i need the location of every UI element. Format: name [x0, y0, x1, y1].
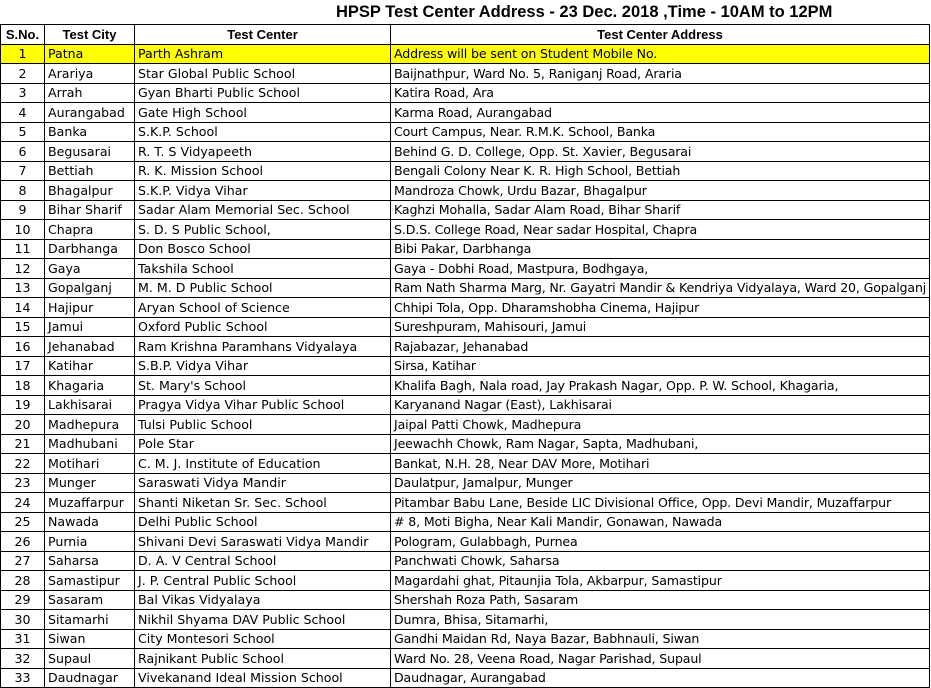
cell-address: Khalifa Bagh, Nala road, Jay Prakash Nagar, Opp. P. W. School, Khagaria,	[391, 376, 930, 396]
table-row	[1, 590, 930, 610]
cell-center: C. M. J. Institute of Education	[135, 454, 391, 474]
cell-center: Tulsi Public School	[135, 415, 391, 435]
cell-sno: 15	[1, 317, 45, 337]
cell-address: Mandroza Chowk, Urdu Bazar, Bhagalpur	[391, 181, 930, 201]
table-row	[1, 64, 930, 84]
cell-address: Sureshpuram, Mahisouri, Jamui	[391, 317, 930, 337]
cell-city: Bhagalpur	[45, 181, 135, 201]
table-row	[1, 337, 930, 357]
table-row	[1, 181, 930, 201]
cell-city: Samastipur	[45, 571, 135, 591]
cell-city: Nawada	[45, 512, 135, 532]
table-row	[1, 454, 930, 474]
cell-center: Rajnikant Public School	[135, 649, 391, 669]
cell-city: Chapra	[45, 220, 135, 240]
cell-sno: 27	[1, 551, 45, 571]
table-row	[1, 512, 930, 532]
cell-address: # 8, Moti Bigha, Near Kali Mandir, Gonawan, Nawada	[391, 512, 930, 532]
cell-address: Gaya - Dobhi Road, Mastpura, Bodhgaya,	[391, 259, 930, 279]
table-row	[1, 298, 930, 318]
cell-sno: 25	[1, 512, 45, 532]
table-row	[1, 610, 930, 630]
cell-center: Star Global Public School	[135, 64, 391, 84]
cell-address: Court Campus, Near. R.M.K. School, Banka	[391, 122, 930, 142]
cell-center: Pole Star	[135, 434, 391, 454]
cell-center: Gyan Bharti Public School	[135, 83, 391, 103]
cell-address: Pologram, Gulabbagh, Purnea	[391, 532, 930, 552]
cell-city: Supaul	[45, 649, 135, 669]
cell-city: Arrah	[45, 83, 135, 103]
cell-city: Sasaram	[45, 590, 135, 610]
table-row	[1, 649, 930, 669]
cell-address: Kaghzi Mohalla, Sadar Alam Road, Bihar Sharif	[391, 200, 930, 220]
table-row	[1, 551, 930, 571]
cell-sno: 4	[1, 103, 45, 123]
cell-city: Begusarai	[45, 142, 135, 162]
cell-sno: 14	[1, 298, 45, 318]
cell-sno: 23	[1, 473, 45, 493]
cell-sno: 13	[1, 278, 45, 298]
cell-address: S.D.S. College Road, Near sadar Hospital, Chapra	[391, 220, 930, 240]
test-center-table	[0, 24, 930, 688]
cell-center: Shanti Niketan Sr. Sec. School	[135, 493, 391, 513]
cell-city: Siwan	[45, 629, 135, 649]
cell-address: Daudnagar, Aurangabad	[391, 668, 930, 688]
cell-sno: 21	[1, 434, 45, 454]
cell-city: Katihar	[45, 356, 135, 376]
cell-center: Parth Ashram	[135, 44, 391, 64]
cell-sno: 2	[1, 64, 45, 84]
table-row	[1, 532, 930, 552]
header-address: Test Center Address	[391, 25, 930, 45]
table-row	[1, 259, 930, 279]
cell-city: Sitamarhi	[45, 610, 135, 630]
cell-address: Karyanand Nagar (East), Lakhisarai	[391, 395, 930, 415]
table-row	[1, 629, 930, 649]
cell-sno: 32	[1, 649, 45, 669]
table-row	[1, 220, 930, 240]
cell-city: Motihari	[45, 454, 135, 474]
cell-sno: 1	[1, 44, 45, 64]
cell-sno: 30	[1, 610, 45, 630]
table-row	[1, 356, 930, 376]
cell-address: Gandhi Maidan Rd, Naya Bazar, Babhnauli, Siwan	[391, 629, 930, 649]
table-row	[1, 473, 930, 493]
cell-city: Lakhisarai	[45, 395, 135, 415]
cell-sno: 17	[1, 356, 45, 376]
cell-city: Banka	[45, 122, 135, 142]
cell-sno: 29	[1, 590, 45, 610]
header-center: Test Center	[135, 25, 391, 45]
cell-city: Darbhanga	[45, 239, 135, 259]
cell-sno: 18	[1, 376, 45, 396]
cell-city: Aurangabad	[45, 103, 135, 123]
cell-center: Vivekanand Ideal Mission School	[135, 668, 391, 688]
cell-sno: 31	[1, 629, 45, 649]
table-row	[1, 278, 930, 298]
cell-city: Madhubani	[45, 434, 135, 454]
table-row	[1, 415, 930, 435]
cell-center: Don Bosco School	[135, 239, 391, 259]
cell-sno: 6	[1, 142, 45, 162]
cell-city: Khagaria	[45, 376, 135, 396]
cell-address: Sirsa, Katihar	[391, 356, 930, 376]
cell-address: Baijnathpur, Ward No. 5, Raniganj Road, Araria	[391, 64, 930, 84]
cell-address: Chhipi Tola, Opp. Dharamshobha Cinema, Hajipur	[391, 298, 930, 318]
cell-address: Jaipal Patti Chowk, Madhepura	[391, 415, 930, 435]
table-row	[1, 434, 930, 454]
cell-center: Saraswati Vidya Mandir	[135, 473, 391, 493]
cell-sno: 7	[1, 161, 45, 181]
cell-center: R. K. Mission School	[135, 161, 391, 181]
document-title: HPSP Test Center Address - 23 Dec. 2018 ,Time - 10AM to 12PM	[336, 3, 833, 21]
cell-address: Rajabazar, Jehanabad	[391, 337, 930, 357]
cell-address: Bankat, N.H. 28, Near DAV More, Motihari	[391, 454, 930, 474]
header-row	[1, 25, 930, 45]
cell-sno: 28	[1, 571, 45, 591]
cell-city: Munger	[45, 473, 135, 493]
cell-sno: 9	[1, 200, 45, 220]
cell-address: Bengali Colony Near K. R. High School, Bettiah	[391, 161, 930, 181]
cell-center: S. D. S Public School,	[135, 220, 391, 240]
cell-sno: 12	[1, 259, 45, 279]
cell-address: Karma Road, Aurangabad	[391, 103, 930, 123]
cell-address: Address will be sent on Student Mobile No.	[391, 44, 930, 64]
cell-sno: 33	[1, 668, 45, 688]
cell-center: Oxford Public School	[135, 317, 391, 337]
header-sno: S.No.	[1, 25, 45, 45]
cell-city: Jehanabad	[45, 337, 135, 357]
cell-center: D. A. V Central School	[135, 551, 391, 571]
header-city: Test City	[45, 25, 135, 45]
cell-center: City Montesori School	[135, 629, 391, 649]
table-row	[1, 103, 930, 123]
table-row	[1, 44, 930, 64]
table-row	[1, 239, 930, 259]
cell-center: M. M. D Public School	[135, 278, 391, 298]
cell-city: Arariya	[45, 64, 135, 84]
cell-sno: 10	[1, 220, 45, 240]
cell-city: Daudnagar	[45, 668, 135, 688]
cell-address: Shershah Roza Path, Sasaram	[391, 590, 930, 610]
cell-address: Daulatpur, Jamalpur, Munger	[391, 473, 930, 493]
cell-center: Nikhil Shyama DAV Public School	[135, 610, 391, 630]
table-row	[1, 317, 930, 337]
cell-city: Purnia	[45, 532, 135, 552]
cell-center: Shivani Devi Saraswati Vidya Mandir	[135, 532, 391, 552]
cell-city: Bettiah	[45, 161, 135, 181]
cell-city: Patna	[45, 44, 135, 64]
cell-city: Jamui	[45, 317, 135, 337]
cell-center: Takshila School	[135, 259, 391, 279]
cell-sno: 22	[1, 454, 45, 474]
cell-sno: 24	[1, 493, 45, 513]
cell-sno: 16	[1, 337, 45, 357]
cell-sno: 11	[1, 239, 45, 259]
cell-sno: 3	[1, 83, 45, 103]
cell-center: Aryan School of Science	[135, 298, 391, 318]
table-row	[1, 142, 930, 162]
table-row	[1, 395, 930, 415]
cell-center: Delhi Public School	[135, 512, 391, 532]
cell-city: Saharsa	[45, 551, 135, 571]
cell-city: Bihar Sharif	[45, 200, 135, 220]
cell-center: St. Mary's School	[135, 376, 391, 396]
table-row	[1, 493, 930, 513]
cell-city: Madhepura	[45, 415, 135, 435]
table-row	[1, 83, 930, 103]
cell-center: J. P. Central Public School	[135, 571, 391, 591]
cell-address: Pitambar Babu Lane, Beside LIC Divisional Office, Opp. Devi Mandir, Muzaffarpur	[391, 493, 930, 513]
cell-address: Ward No. 28, Veena Road, Nagar Parishad, Supaul	[391, 649, 930, 669]
cell-city: Hajipur	[45, 298, 135, 318]
cell-address: Magardahi ghat, Pitaunjia Tola, Akbarpur, Samastipur	[391, 571, 930, 591]
cell-city: Gaya	[45, 259, 135, 279]
table-row	[1, 161, 930, 181]
cell-sno: 8	[1, 181, 45, 201]
cell-center: S.K.P. School	[135, 122, 391, 142]
cell-center: Gate High School	[135, 103, 391, 123]
cell-sno: 20	[1, 415, 45, 435]
cell-sno: 5	[1, 122, 45, 142]
table-row	[1, 376, 930, 396]
cell-center: Ram Krishna Paramhans Vidyalaya	[135, 337, 391, 357]
table-row	[1, 200, 930, 220]
cell-center: Pragya Vidya Vihar Public School	[135, 395, 391, 415]
cell-address: Katira Road, Ara	[391, 83, 930, 103]
cell-sno: 26	[1, 532, 45, 552]
cell-address: Bibi Pakar, Darbhanga	[391, 239, 930, 259]
cell-sno: 19	[1, 395, 45, 415]
table-row	[1, 571, 930, 591]
cell-address: Ram Nath Sharma Marg, Nr. Gayatri Mandir & Kendriya Vidyalaya, Ward 20, Gopalganj	[391, 278, 930, 298]
cell-address: Jeewachh Chowk, Ram Nagar, Sapta, Madhubani,	[391, 434, 930, 454]
table-row	[1, 668, 930, 688]
cell-center: S.K.P. Vidya Vihar	[135, 181, 391, 201]
cell-center: Bal Vikas Vidyalaya	[135, 590, 391, 610]
table-row	[1, 122, 930, 142]
cell-center: Sadar Alam Memorial Sec. School	[135, 200, 391, 220]
cell-center: R. T. S Vidyapeeth	[135, 142, 391, 162]
cell-address: Dumra, Bhisa, Sitamarhi,	[391, 610, 930, 630]
cell-address: Behind G. D. College, Opp. St. Xavier, Begusarai	[391, 142, 930, 162]
cell-address: Panchwati Chowk, Saharsa	[391, 551, 930, 571]
cell-city: Gopalganj	[45, 278, 135, 298]
cell-center: S.B.P. Vidya Vihar	[135, 356, 391, 376]
cell-city: Muzaffarpur	[45, 493, 135, 513]
